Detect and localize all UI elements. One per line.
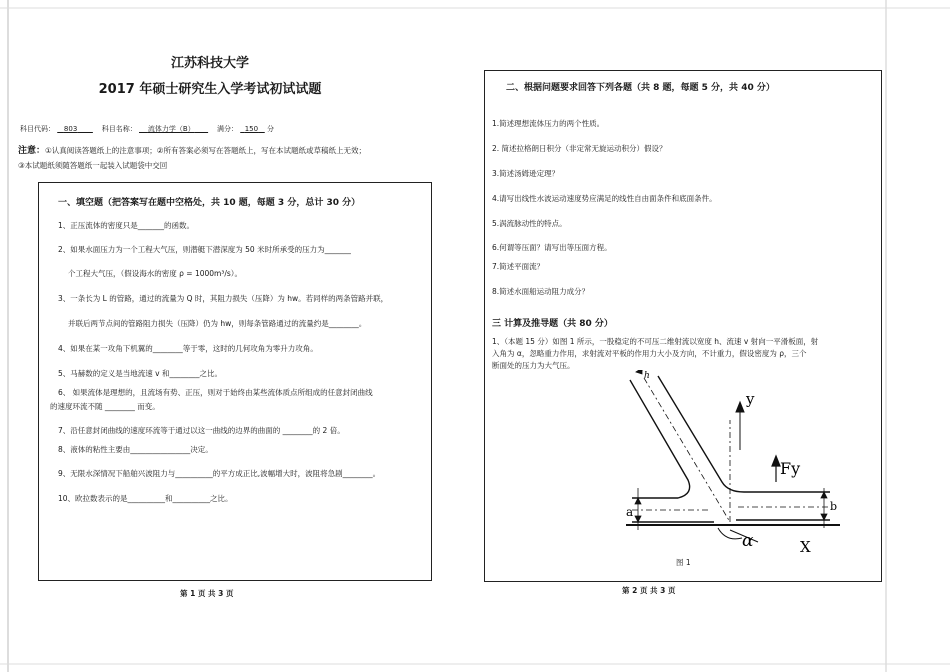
label-h: h [644, 371, 650, 381]
fill-q2: 2、如果水面压力为一个工程大气压，则潜艇下潜深度为 50 米时所承受的压力为_______ [58, 245, 351, 254]
fill-q6: 6、 如果流体是理想的，且流场有势、正压，则对于始终由某些流体质点所组成的任意封闭曲线 [58, 388, 373, 397]
section2-heading: 二、根据问题要求回答下列各题（共 8 题，每题 5 分，共 40 分） [506, 83, 775, 93]
full-score-value: 150 [244, 125, 259, 133]
label-a: a [626, 505, 634, 519]
short-q6: 6.何谓等压面？请写出等压面方程。 [492, 243, 612, 252]
fill-q10: 10、欧拉数表示的是__________和__________之比。 [58, 494, 233, 503]
fill-q2-cont: 个工程大气压，（假设海水的密度 ρ = 1000m³/s）。 [68, 269, 243, 278]
fill-q9: 9、无限水深情况下船舶兴波阻力与__________的平方成正比,波幅增大时，波阻将急剧________。 [58, 469, 381, 478]
figure-caption: 图 1 [676, 558, 691, 567]
section3-heading: 三 计算及推导题（共 80 分） [492, 319, 613, 329]
short-q5: 5.涡流脉动性的特点。 [492, 219, 567, 228]
subject-name-label: 科目名称： [101, 125, 137, 133]
notice-line-2: ③本试题纸须随答题纸一起装入试题袋中交回 [18, 161, 168, 170]
notice-line-1: 注意：①认真阅读答题纸上的注意事项；②所有答案必须写在答题纸上，写在本试题纸或草稿纸上无效； [18, 146, 366, 156]
fill-q3-cont: 并联后两节点间的管路阻力损失（压降）仍为 hw，则每条管路通过的流量约是________。 [68, 319, 367, 328]
subject-code-value: 803 [63, 125, 78, 133]
subject-meta [20, 124, 274, 134]
label-x: X [800, 538, 811, 556]
fill-q7: 7、沿任意封闭曲线的速度环流等于通过以这一曲线的边界的曲面的 ________的 2 倍。 [58, 426, 345, 435]
label-y: y [746, 390, 755, 408]
fill-q4: 4、如果在某一攻角下机翼的________等于零，这时的几何攻角为零升力攻角。 [58, 344, 318, 353]
short-q1: 1.简述理想流体压力的两个性质。 [492, 119, 605, 128]
fill-q1: 1、正压流体的密度只是_______的函数。 [58, 221, 195, 230]
full-score-label: 满分： [217, 125, 238, 133]
calc-q1-line3: 断面处的压力为大气压。 [492, 361, 575, 370]
calc-q1-line2: 入角为 α，忽略重力作用，求射流对平板的作用力大小及方向，不计重力，假设密度为 ρ，三个 [492, 349, 807, 358]
subject-name-value: 流体力学（B） [147, 125, 195, 133]
subject-code-label: 科目代码： [20, 125, 55, 133]
label-b: b [830, 500, 838, 513]
fill-q3: 3、一条长为 L 的管路，通过的流量为 Q 时，其阻力损失（压降）为 hw。若同样的两条管路并联， [58, 294, 389, 303]
page2-footer: 第 2 页 共 3 页 [622, 586, 676, 595]
full-score-unit: 分 [266, 125, 274, 133]
fill-q5: 5、马赫数的定义是当地流速 v 和________之比。 [58, 369, 222, 378]
short-q8: 8.简述水面船运动阻力成分？ [492, 287, 590, 296]
fill-q6-cont: 的速度环流不随 ________ 而变。 [50, 402, 160, 411]
figure-1-jet-diagram [618, 370, 848, 560]
section1-heading: 一、填空题（把答案写在题中空格处，共 10 题，每题 3 分，总计 30 分） [58, 198, 361, 208]
school-name: 江苏科技大学 [170, 56, 249, 71]
label-alpha: α [742, 531, 754, 551]
section1-frame [38, 182, 432, 581]
short-q3: 3.简述汤姆逊定理？ [492, 169, 560, 178]
exam-title: 2017 年硕士研究生入学考试初试试题 [98, 82, 322, 97]
calc-q1-line1: 1、（本题 15 分）如图 1 所示，一股稳定的不可压二维射流以宽度 h、流速 v 射向一平滑板面，射 [492, 337, 819, 346]
jet-right-wall [658, 376, 830, 492]
label-fy: Fy [780, 459, 801, 478]
fill-q8: 8、液体的粘性主要由________________决定。 [58, 445, 213, 454]
short-q2: 2. 简述拉格朗日积分（非定常无旋运动积分）假设？ [492, 144, 667, 153]
notice-prefix: 注意： [18, 146, 46, 156]
short-q7: 7.简述平面流？ [492, 262, 545, 271]
page1-footer: 第 1 页 共 3 页 [180, 589, 234, 598]
short-q4: 4.请写出线性水波运动速度势应满足的线性自由面条件和底面条件。 [492, 194, 717, 203]
